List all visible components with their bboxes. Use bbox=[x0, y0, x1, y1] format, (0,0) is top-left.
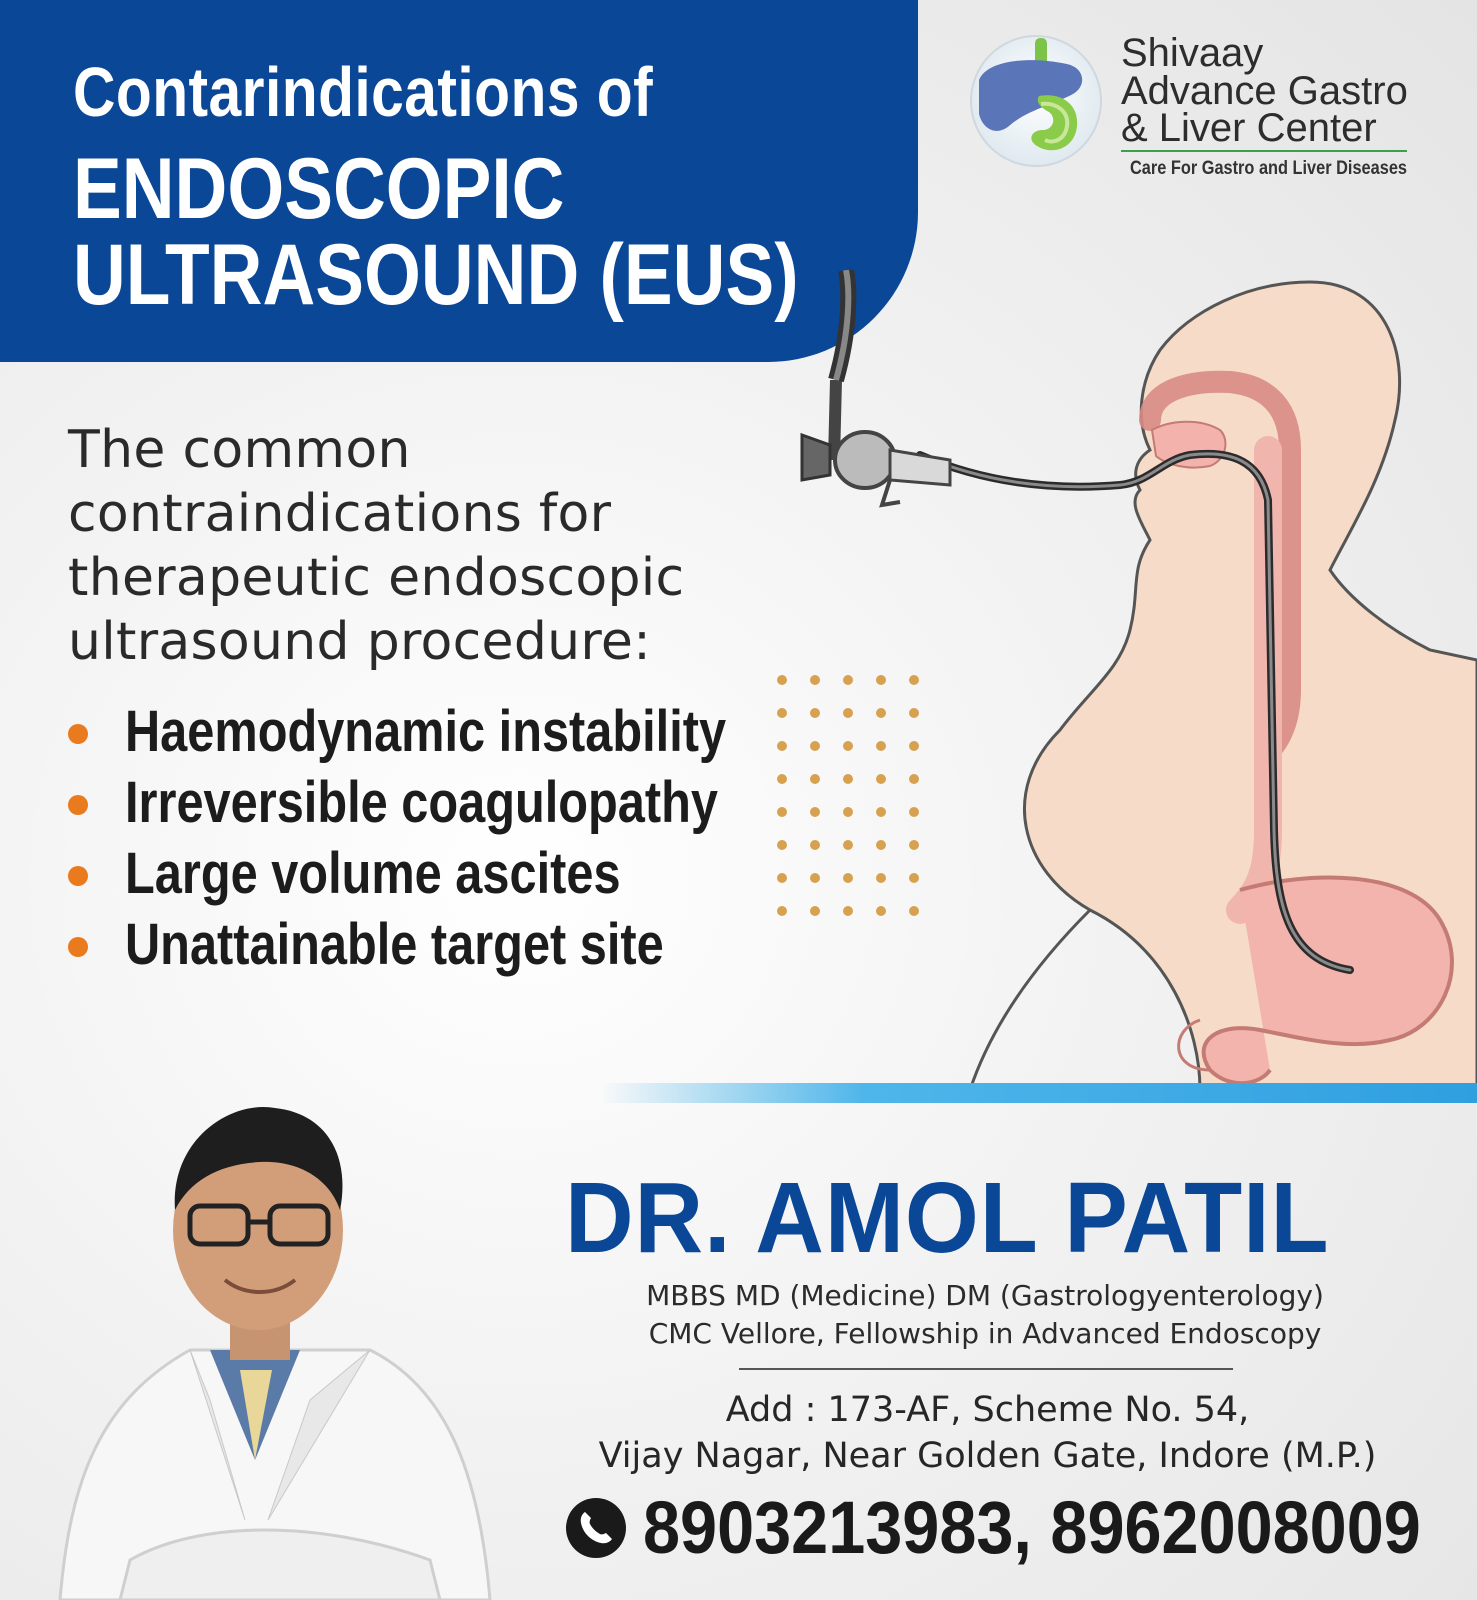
intro-paragraph bbox=[68, 418, 788, 674]
list-item-text: Haemodynamic instability bbox=[125, 699, 727, 764]
list-item-text: Large volume ascites bbox=[125, 841, 621, 906]
bullet-dot-icon bbox=[68, 937, 88, 957]
list-item bbox=[0, 700, 740, 770]
title-line-2: ENDOSCOPIC bbox=[73, 141, 565, 237]
qualification-line-2: CMC Vellore, Fellowship in Advanced Endoscopy bbox=[648, 1317, 1322, 1350]
brand-name-line-3: & Liver Center bbox=[1121, 106, 1377, 150]
bullet-dot-icon bbox=[68, 724, 88, 744]
title-line-3: ULTRASOUND (EUS) bbox=[73, 227, 799, 323]
list-item bbox=[0, 842, 740, 912]
liver-stomach-icon bbox=[969, 34, 1103, 168]
section-separator bbox=[600, 1083, 1477, 1103]
intro-line: The common bbox=[68, 420, 411, 480]
brand-name-line-1: Shivaay bbox=[1121, 31, 1264, 75]
info-divider bbox=[739, 1368, 1233, 1370]
doctor-name: DR. AMOL PATIL bbox=[565, 1162, 1330, 1274]
brand-name-line-2: Advance Gastro bbox=[1121, 69, 1408, 113]
intro-line: ultrasound procedure: bbox=[68, 612, 652, 672]
intro-line: contraindications for bbox=[68, 484, 612, 544]
list-item bbox=[0, 913, 740, 983]
list-item-text: Unattainable target site bbox=[125, 912, 664, 977]
doctor-portrait bbox=[40, 1100, 510, 1600]
brand-tagline: Care For Gastro and Liver Diseases bbox=[1130, 158, 1408, 179]
brand-divider bbox=[1121, 150, 1407, 152]
qualification-line-1: MBBS MD (Medicine) DM (Gastrologyenterology) bbox=[646, 1279, 1324, 1312]
list-item-text: Irreversible coagulopathy bbox=[125, 770, 718, 835]
phone-numbers[interactable]: 8903213983, 8962008009 bbox=[643, 1486, 1421, 1569]
bullet-dot-icon bbox=[68, 866, 88, 886]
list-item bbox=[0, 771, 740, 841]
phone-icon bbox=[565, 1497, 627, 1559]
address-line-1: Add : 173-AF, Scheme No. 54, bbox=[725, 1390, 1250, 1430]
title-line-1: Contarindications of bbox=[73, 53, 654, 131]
bullet-dot-icon bbox=[68, 795, 88, 815]
endoscopy-illustration bbox=[790, 270, 1477, 1090]
address-line-2: Vijay Nagar, Near Golden Gate, Indore (M.P.) bbox=[598, 1436, 1377, 1476]
intro-line: therapeutic endoscopic bbox=[68, 548, 685, 608]
title-banner bbox=[0, 0, 918, 362]
